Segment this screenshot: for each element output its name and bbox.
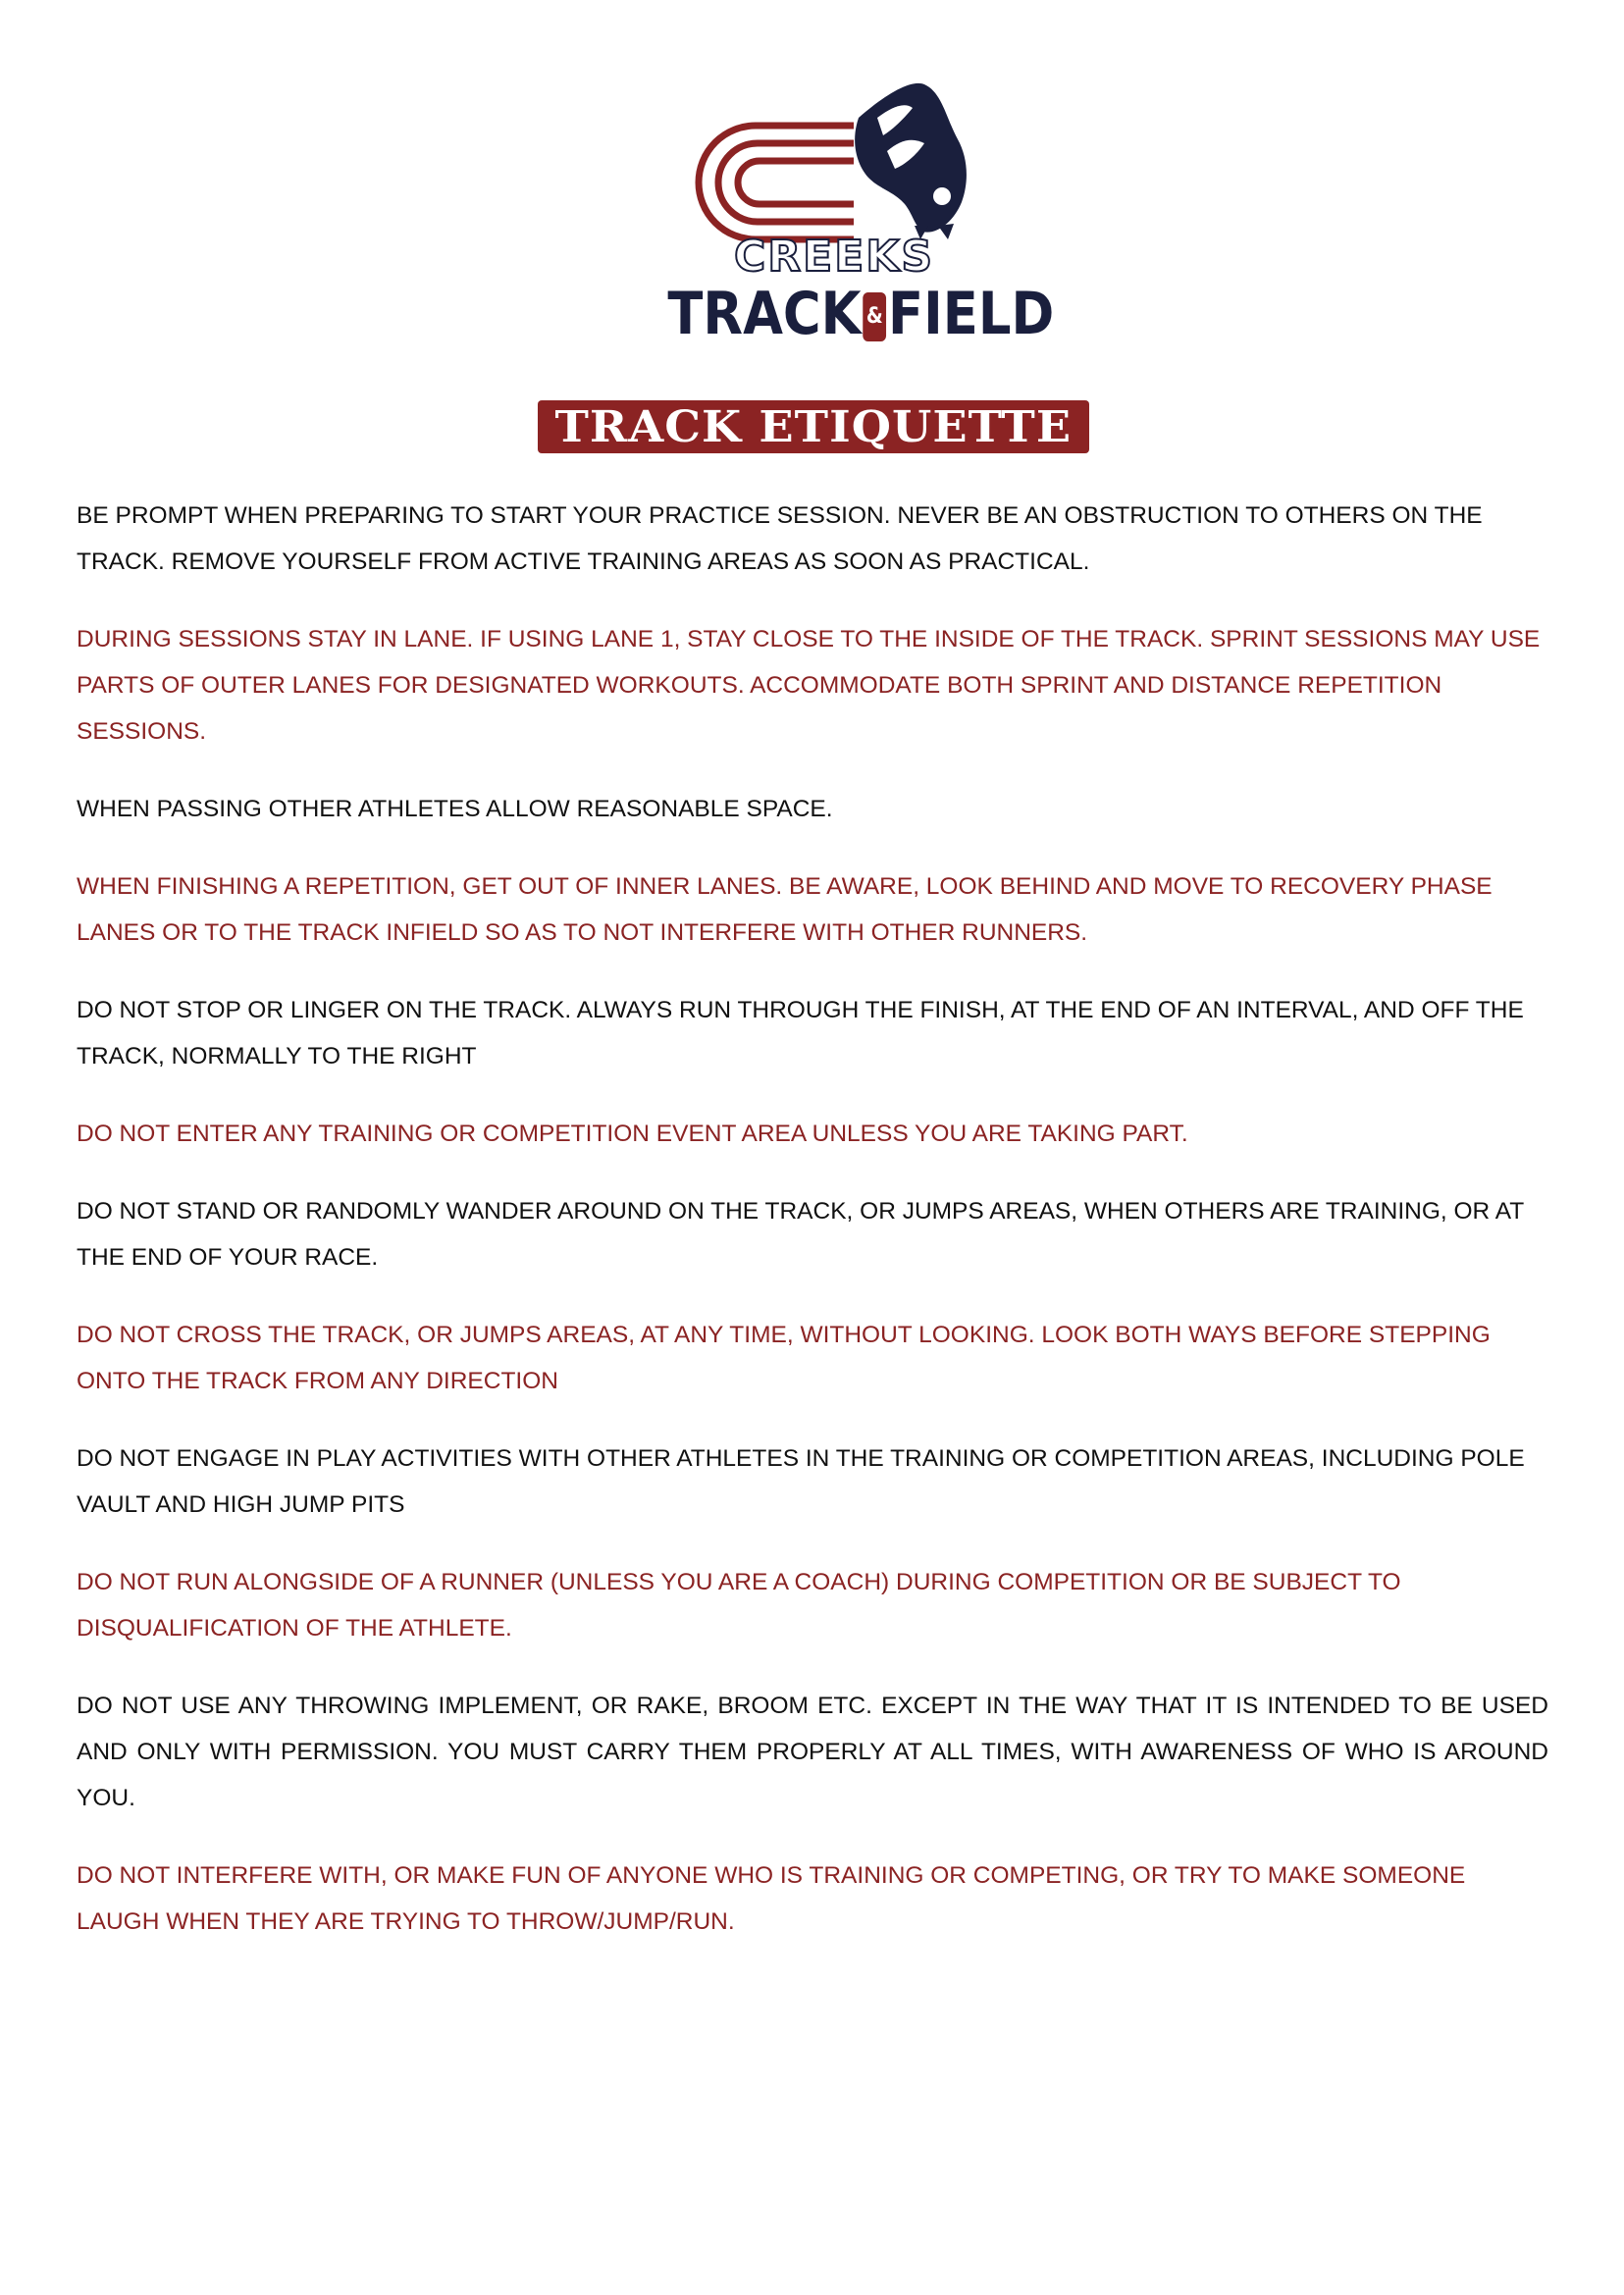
rule-item: DO NOT STOP OR LINGER ON THE TRACK. ALWAYS RUN THROUGH THE FINISH, AT THE END OF AN INTERVAL, AND OFF THE TRACK, NORMALLY TO THE RIGHT [77,997,1524,1069]
rule-item: WHEN FINISHING A REPETITION, GET OUT OF INNER LANES. BE AWARE, LOOK BEHIND AND MOVE TO RECOVERY PHASE LANES OR TO THE TRACK INFIELD SO AS TO NOT INTERFERE WITH OTHER RUNNERS. [77,873,1493,946]
rule-item: DO NOT ENTER ANY TRAINING OR COMPETITION EVENT AREA UNLESS YOU ARE TAKING PART. [77,1121,1188,1147]
logo-track-field-text [667,280,1055,348]
creeks-track-field-logo [648,78,1055,358]
rule-item: DO NOT INTERFERE WITH, OR MAKE FUN OF ANYONE WHO IS TRAINING OR COMPETING, OR TRY TO MAKE SOMEONE LAUGH WHEN THEY ARE TRYING TO THROW/JUMP/RUN. [77,1862,1466,1935]
logo-ampersand: & [863,292,886,341]
etiquette-rules-list [77,493,1548,1976]
logo-track-word: TRACK [667,280,862,348]
logo-creeks-text: CREEKS [734,232,935,282]
rule-item: WHEN PASSING OTHER ATHLETES ALLOW REASONABLE SPACE. [77,796,833,822]
rule-item: DO NOT RUN ALONGSIDE OF A RUNNER (UNLESS YOU ARE A COACH) DURING COMPETITION OR BE SUBJECT TO DISQUALIFICATION OF THE ATHLETE. [77,1569,1401,1642]
rule-item: DO NOT CROSS THE TRACK, OR JUMPS AREAS, AT ANY TIME, WITHOUT LOOKING. LOOK BOTH WAYS BEFORE STEPPING ONTO THE TRACK FROM ANY DIRECTION [77,1322,1491,1394]
title-banner [538,400,1089,453]
rule-item: DO NOT ENGAGE IN PLAY ACTIVITIES WITH OTHER ATHLETES IN THE TRAINING OR COMPETITION AREAS, INCLUDING POLE VAULT AND HIGH JUMP PITS [77,1445,1525,1518]
rule-item: DO NOT USE ANY THROWING IMPLEMENT, OR RAKE, BROOM ETC. EXCEPT IN THE WAY THAT IT IS INTENDED TO BE USED AND ONLY WITH PERMISSION. YOU MUST CARRY THEM PROPERLY AT ALL TIMES, WITH AWARENESS OF WHO IS AROUND YOU. [77,1693,1548,1811]
rule-item: DURING SESSIONS STAY IN LANE. IF USING LANE 1, STAY CLOSE TO THE INSIDE OF THE TRACK. SPRINT SESSIONS MAY USE PARTS OF OUTER LANES FOR DESIGNATED WORKOUTS. ACCOMMODATE BOTH SPRINT AND DISTANCE REPETITION SESSIONS. [77,626,1541,745]
page-title: TRACK ETIQUETTE [554,401,1073,452]
rule-item: BE PROMPT WHEN PREPARING TO START YOUR PRACTICE SESSION. NEVER BE AN OBSTRUCTION TO OTHERS ON THE TRACK. REMOVE YOURSELF FROM ACTIVE TRAINING AREAS AS SOON AS PRACTICAL. [77,502,1483,575]
rule-item: DO NOT STAND OR RANDOMLY WANDER AROUND ON THE TRACK, OR JUMPS AREAS, WHEN OTHERS ARE TRAINING, OR AT THE END OF YOUR RACE. [77,1198,1524,1271]
track-and-spike-icon [648,78,981,245]
logo-field-word: FIELD [888,280,1055,348]
